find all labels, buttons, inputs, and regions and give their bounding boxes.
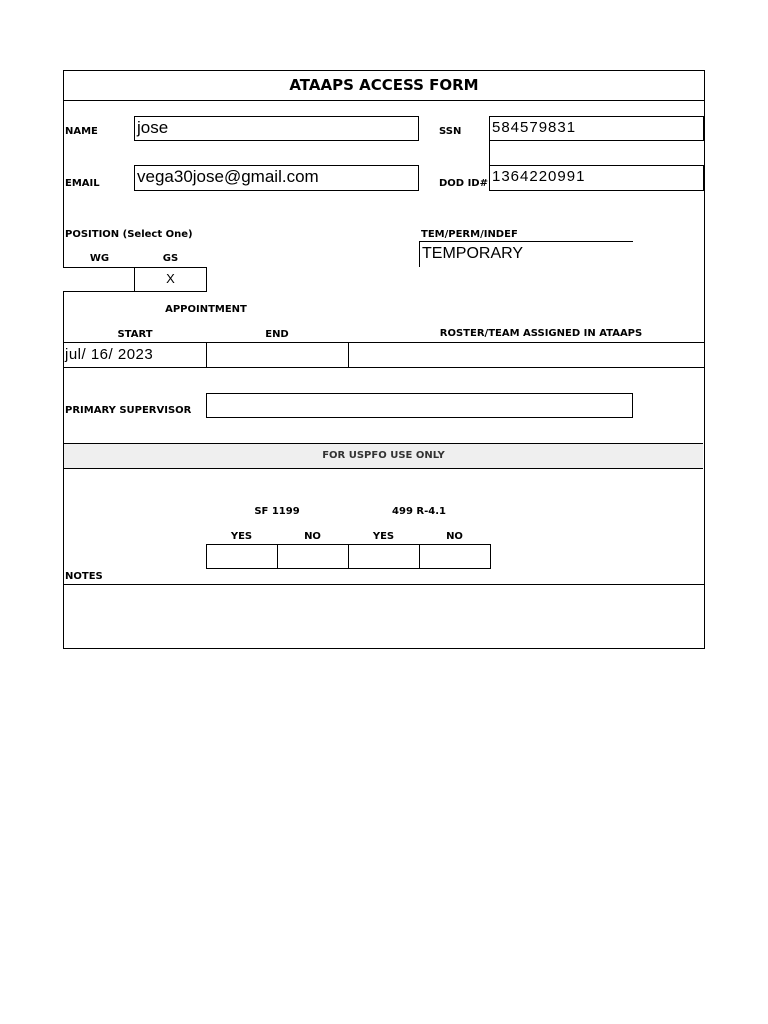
supervisor-field[interactable] (206, 393, 633, 418)
tenure-label: TEM/PERM/INDEF (421, 229, 518, 240)
r41-yes-label: YES (372, 531, 395, 542)
tenure-underline (419, 241, 633, 242)
tenure-field-left (419, 241, 420, 267)
sf1199-yes-label: YES (230, 531, 253, 542)
ssn-label: SSN (439, 126, 462, 137)
sf1199-no-label: NO (304, 531, 321, 542)
wg-checkbox[interactable] (63, 267, 135, 292)
appointment-divider-2 (348, 342, 349, 368)
r41-no-label: NO (446, 531, 463, 542)
dodid-label: DOD ID# (439, 178, 488, 189)
start-label: START (117, 329, 153, 340)
wg-label: WG (89, 253, 110, 264)
roster-field[interactable] (350, 344, 702, 366)
appointment-divider-1 (206, 342, 207, 368)
notes-label: NOTES (65, 571, 103, 582)
gs-checkbox[interactable]: X (134, 267, 207, 292)
position-label: POSITION (Select One) (65, 229, 193, 240)
appointment-bottom-line (63, 367, 704, 368)
uspfo-banner (64, 443, 703, 469)
ssn-field[interactable]: 584579831 (489, 116, 704, 141)
uspfo-banner-text: FOR USPFO USE ONLY (322, 450, 445, 461)
notes-field[interactable] (65, 586, 701, 644)
appointment-label: APPOINTMENT (165, 304, 247, 315)
start-date-field[interactable]: jul/ 16/ 2023 (65, 346, 154, 363)
end-date-field[interactable] (208, 344, 346, 366)
appointment-top-line (63, 342, 704, 343)
tenure-field[interactable]: TEMPORARY (422, 245, 524, 262)
name-label: NAME (65, 126, 98, 137)
email-field[interactable]: vega30jose@gmail.com (134, 165, 419, 191)
email-label: EMAIL (65, 178, 100, 189)
roster-label: ROSTER/TEAM ASSIGNED IN ATAAPS (439, 328, 643, 339)
form-title: ATAAPS ACCESS FORM (289, 76, 479, 94)
sf1199-yes-box[interactable] (206, 544, 278, 569)
r41-no-box[interactable] (419, 544, 491, 569)
supervisor-label: PRIMARY SUPERVISOR (65, 405, 192, 416)
sf1199-label: SF 1199 (254, 506, 300, 517)
ssn-row-divider (489, 141, 490, 165)
dodid-field[interactable]: 1364220991 (489, 165, 704, 191)
end-label: END (265, 329, 289, 340)
r41-yes-box[interactable] (348, 544, 420, 569)
name-field[interactable]: jose (134, 116, 419, 141)
notes-top-line (63, 584, 704, 585)
r41-label: 499 R-4.1 (392, 506, 446, 517)
title-divider (63, 100, 704, 101)
sf1199-no-box[interactable] (277, 544, 349, 569)
gs-label: GS (162, 253, 179, 264)
